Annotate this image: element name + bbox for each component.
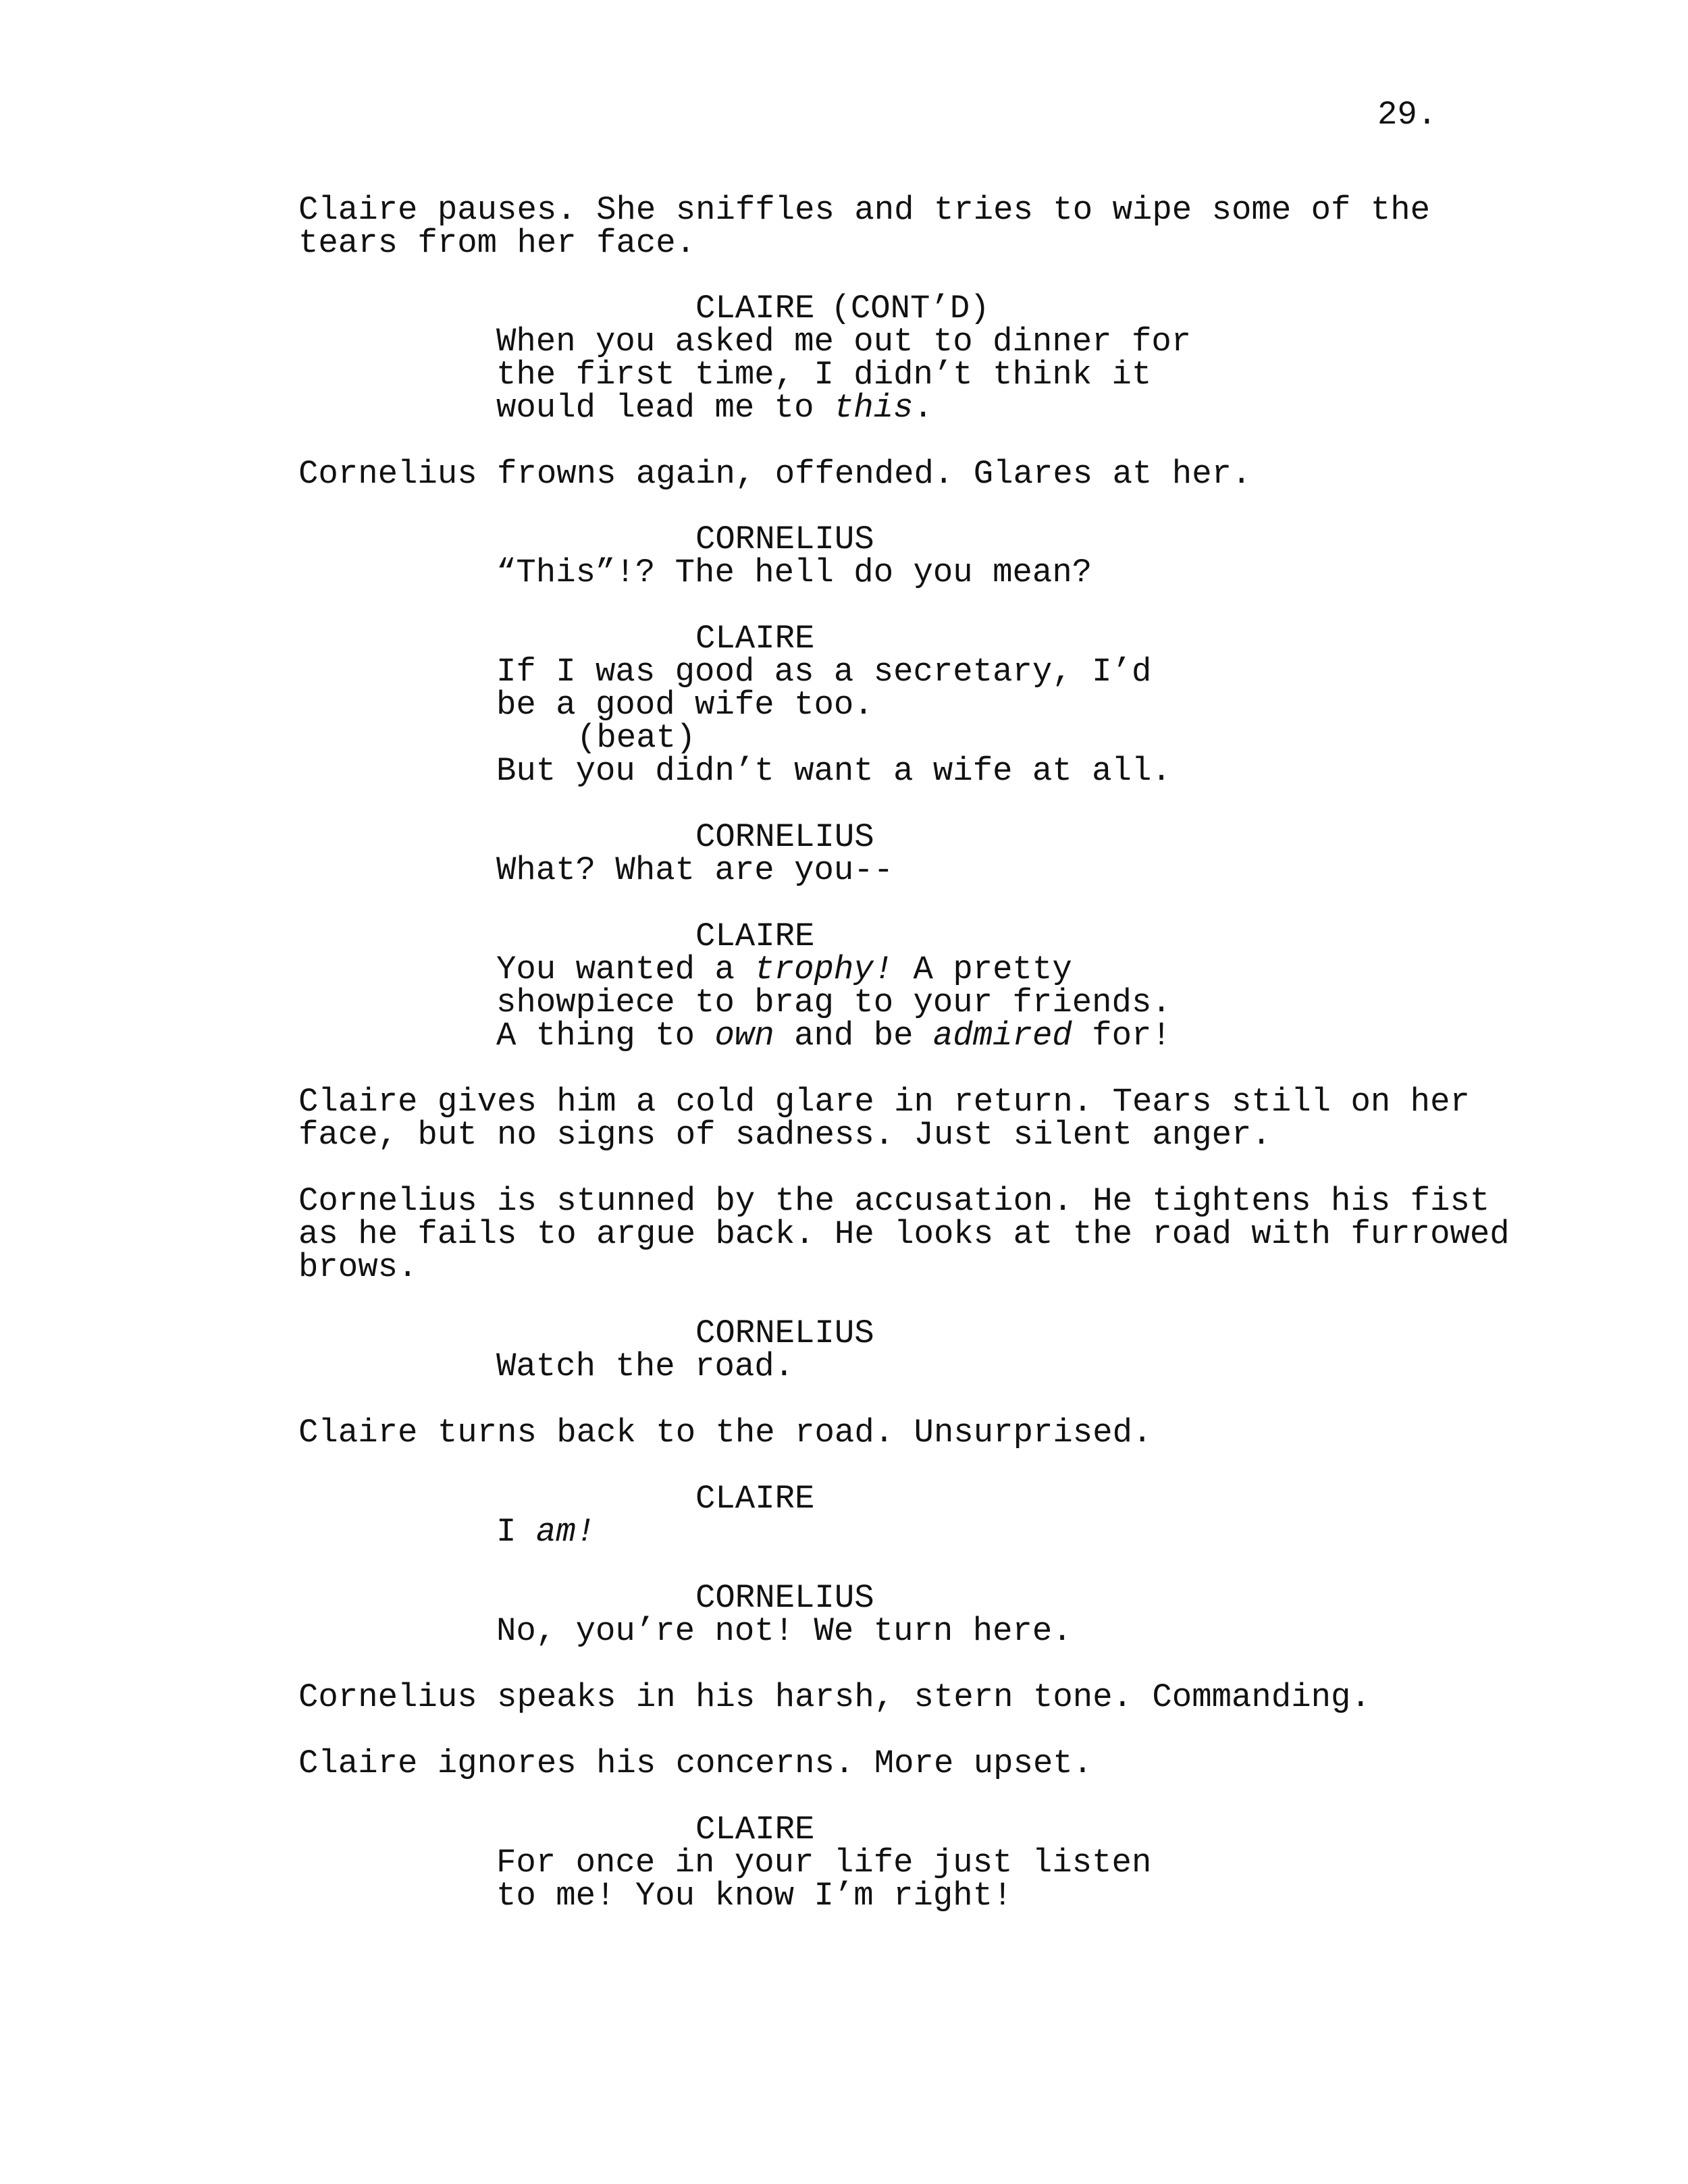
dialogue-line: showpiece to brag to your friends. [496,984,1171,1021]
dialogue-line [496,1019,1171,1053]
dialogue-emphasis: this [833,389,914,427]
dialogue-line [496,1513,596,1551]
character-name: CLAIRE [695,1811,815,1848]
action-line: brows. [298,1248,418,1286]
dialogue-line [496,389,933,427]
page-number: 29. [1377,96,1438,134]
dialogue-line: For once in your life just listen [496,1844,1152,1882]
character-name: CLAIRE [695,917,815,955]
action-line: Cornelius frowns again, offended. Glares at her. [298,455,1252,493]
action-line: Claire ignores his concerns. More upset. [298,1744,1093,1782]
parenthetical: (beat) [577,719,696,757]
dialogue-line [496,953,1072,986]
dialogue-text: A pretty [893,951,1072,988]
dialogue-line: But you didn’t want a wife at all. [496,752,1171,790]
dialogue-text: for! [1072,1017,1171,1055]
dialogue-line: “This”!? The hell do you mean? [496,554,1092,591]
dialogue-text: would lead me to [496,389,834,427]
dialogue-text: and be [774,1017,933,1055]
character-name: CORNELIUS [695,521,874,558]
character-name: CLAIRE [695,290,815,327]
action-line: Claire pauses. She sniffles and tries to wipe some of the [298,191,1431,229]
dialogue-text: . [913,389,933,427]
character-name: CORNELIUS [695,1579,874,1617]
dialogue-text: You wanted a [496,951,755,988]
character-cue [695,292,990,325]
character-name: CORNELIUS [695,1314,874,1352]
action-line: as he fails to argue back. He looks at the road with furrowed [298,1215,1510,1253]
dialogue-text: A thing to [496,1017,715,1055]
dialogue-line: If I was good as a secretary, I’d [496,653,1152,691]
character-extension: (CONT’D) [830,290,990,327]
action-line: Cornelius is stunned by the accusation. He tightens his fist [298,1182,1490,1220]
dialogue-line: to me! You know I’m right! [496,1877,1013,1915]
action-line: Cornelius speaks in his harsh, stern tone. Commanding. [298,1678,1371,1716]
character-name: CLAIRE [695,1480,815,1518]
character-name: CLAIRE [695,620,815,658]
dialogue-emphasis: trophy! [754,951,894,988]
dialogue-emphasis: admired [932,1017,1072,1055]
dialogue-text: I [496,1513,536,1551]
dialogue-line: What? What are you-- [496,851,894,889]
dialogue-line: be a good wife too. [496,686,874,724]
dialogue-emphasis: own [714,1017,774,1055]
action-line: tears from her face. [298,224,696,262]
action-line: Claire turns back to the road. Unsurprised. [298,1414,1153,1451]
action-line: Claire gives him a cold glare in return. Tears still on her [298,1083,1470,1121]
dialogue-line: Watch the road. [496,1348,795,1385]
action-line: face, but no signs of sadness. Just silent anger. [298,1116,1271,1154]
character-name: CORNELIUS [695,818,874,856]
dialogue-line: When you asked me out to dinner for [496,323,1192,361]
dialogue-line: No, you’re not! We turn here. [496,1612,1072,1650]
dialogue-emphasis: am! [535,1513,596,1551]
dialogue-line: the first time, I didn’t think it [496,356,1152,394]
